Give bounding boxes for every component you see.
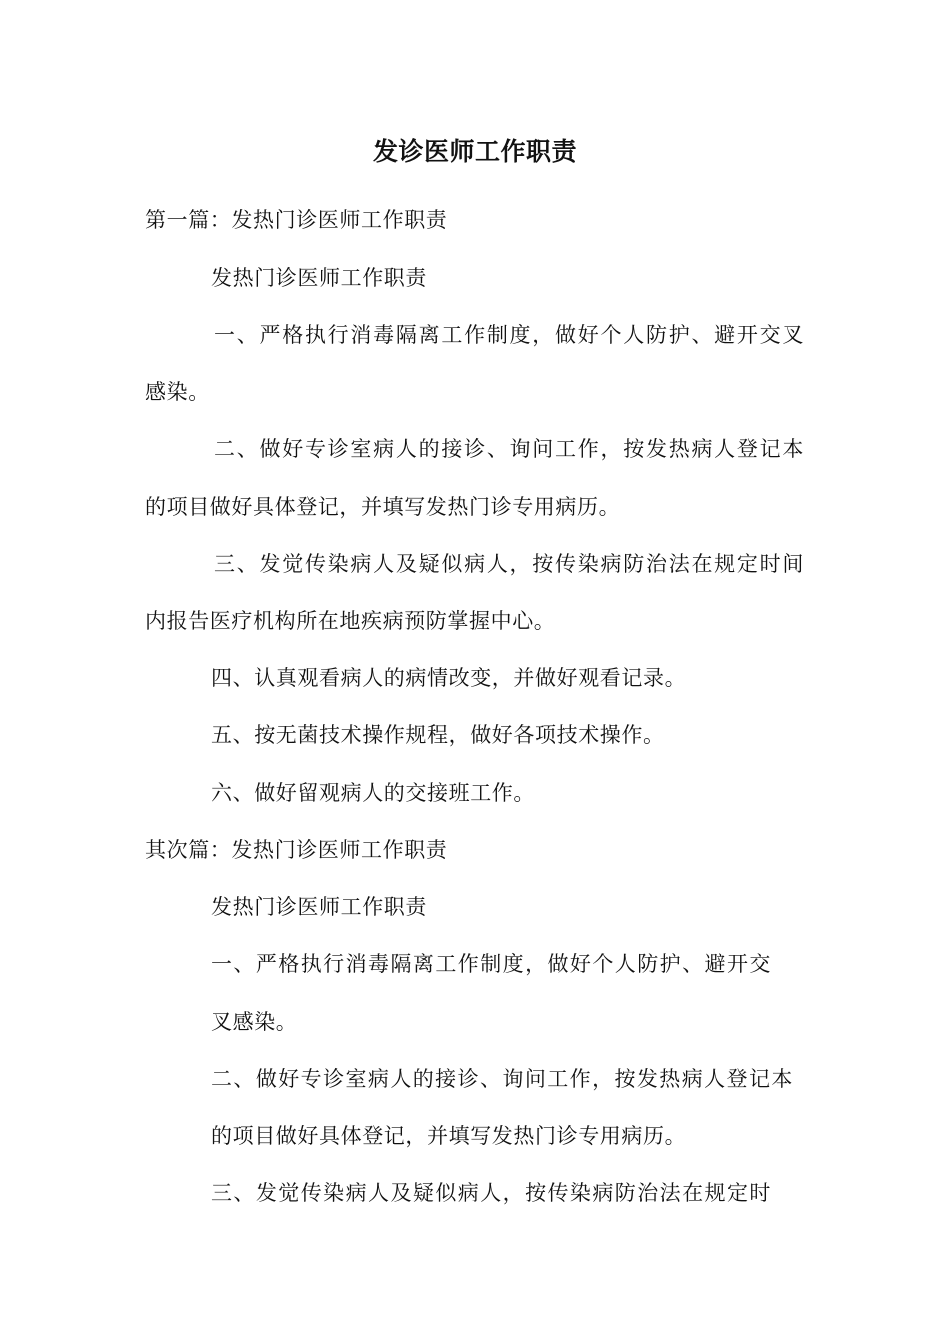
paragraph-line: 四、认真观看病人的病情改变，并做好观看记录。 (211, 666, 687, 690)
paragraph-line: 叉感染。 (211, 1010, 298, 1034)
paragraph-line: 二、做好专诊室病人的接诊、询问工作，按发热病人登记本 (211, 1067, 793, 1091)
paragraph-line: 三、发觉传染病人及疑似病人，按传染病防治法在规定时间 (214, 552, 804, 576)
paragraph-line: 感染。 (145, 380, 210, 404)
paragraph-line: 六、做好留观病人的交接班工作。 (211, 781, 535, 805)
subheading-2: 发热门诊医师工作职责 (211, 895, 427, 919)
paragraph-line: 二、做好专诊室病人的接诊、询问工作，按发热病人登记本 (214, 437, 804, 461)
section-heading-2: 其次篇：发热门诊医师工作职责 (145, 838, 448, 862)
paragraph-line: 三、发觉传染病人及疑似病人，按传染病防治法在规定时 (211, 1181, 771, 1205)
paragraph-line: 的项目做好具体登记，并填写发热门诊专用病历。 (211, 1124, 687, 1148)
paragraph-line: 一、严格执行消毒隔离工作制度，做好个人防护、避开交 (211, 952, 771, 976)
paragraph-line: 的项目做好具体登记，并填写发热门诊专用病历。 (145, 495, 621, 519)
section-heading-1: 第一篇：发热门诊医师工作职责 (145, 208, 448, 232)
paragraph-line: 一、严格执行消毒隔离工作制度，做好个人防护、避开交叉 (214, 323, 804, 347)
paragraph-line: 五、按无菌技术操作规程，做好各项技术操作。 (211, 723, 665, 747)
paragraph-line: 内报告医疗机构所在地疾病预防掌握中心。 (145, 609, 556, 633)
subheading-1: 发热门诊医师工作职责 (211, 266, 427, 290)
document-title: 发诊医师工作职责 (372, 137, 577, 166)
